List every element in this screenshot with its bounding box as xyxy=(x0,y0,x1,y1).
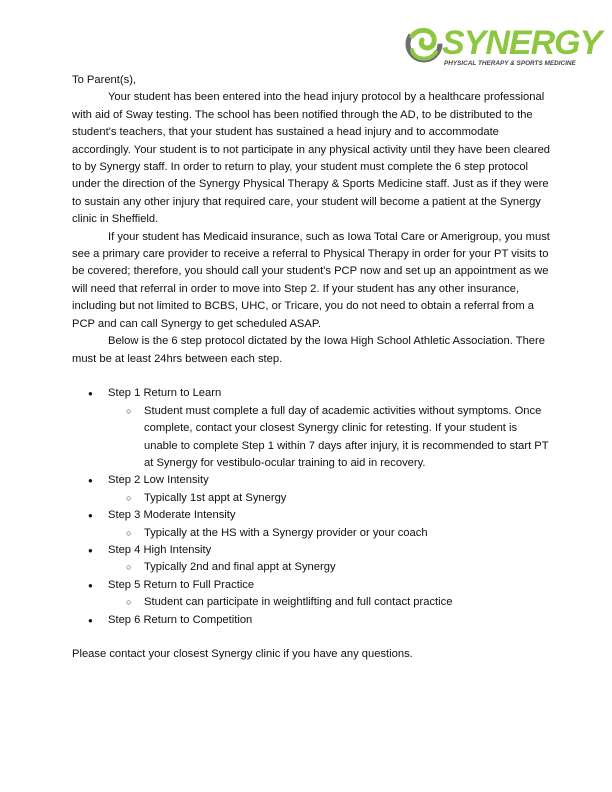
step-detail: ○ Student must complete a full day of academic activities without symptoms. Once complete, contact your closest Synergy clinic for retesting. If your student is unable to complete Step 1 within 7 days after injury, it is recommended to start PT at Synergy for vestibulo-ocular training to aid in recovery. xyxy=(108,403,552,473)
closing-line: Please contact your closest Synergy clinic if you have any questions. xyxy=(72,648,413,661)
greeting: To Parent(s), xyxy=(72,74,137,86)
step-label: Step 5 Return to Full Practice xyxy=(108,578,255,591)
list-item xyxy=(72,542,552,577)
paragraph-intro: Your student has been entered into the head injury protocol by a healthcare professional with aid of Sway testing. The school has been notified through the AD, to be distributed to the student's teachers, that your student has sustained a head injury and to accommodate accordingly. Your student is to not participate in any physical activity until they have been cleared to by Synergy staff. In order to return to play, your student must complete the 6 step protocol under the direction of the Synergy Physical Therapy & Sports Medicine staff. Just as if they were to sustain any other injury that required care, your student will become a patient at the Synergy clinic in Sheffield. xyxy=(72,91,551,226)
letter-body xyxy=(72,72,552,664)
paragraph-insurance: If your student has Medicaid insurance, such as Iowa Total Care or Amerigroup, you must see a primary care provider to receive a referral to Physical Therapy in order for your PT visits to be covered; therefore, you should call your student's PCP now and set up an appointment as we will need that referral in order to move into Step 2. If your student has any other insurance, including but not limited to BCBS, UHC, or Tricare, you do not need to obtain a referral from a PCP and can call Synergy to get scheduled ASAP. xyxy=(72,230,550,330)
step-label: Step 6 Return to Competition xyxy=(108,613,253,626)
step-detail: ○ Typically 2nd and final appt at Synergy xyxy=(108,559,552,576)
paragraph-protocol: Below is the 6 step protocol dictated by the Iowa High School Athletic Association. There must be at least 24hrs between each step. xyxy=(72,335,545,365)
logo-tagline: PHYSICAL THERAPY & SPORTS MEDICINE xyxy=(444,60,576,67)
step-detail: ○ Typically at the HS with a Synergy provider or your coach xyxy=(108,525,552,542)
list-item xyxy=(72,577,552,612)
protocol-steps-list xyxy=(72,385,552,629)
list-item xyxy=(72,507,552,542)
step-label: Step 2 Low Intensity xyxy=(108,474,209,487)
list-item xyxy=(72,472,552,507)
logo-name: SYNERGY xyxy=(442,24,602,62)
step-label: Step 1 Return to Learn xyxy=(108,387,222,400)
synergy-logo xyxy=(404,22,602,72)
list-item xyxy=(72,612,552,629)
step-label: Step 3 Moderate Intensity xyxy=(108,509,236,522)
step-detail: ○ Typically 1st appt at Synergy xyxy=(108,490,552,507)
swirl-logo-icon xyxy=(404,22,444,68)
step-label: Step 4 High Intensity xyxy=(108,543,212,556)
step-detail: ○ Student can participate in weightlifting and full contact practice xyxy=(108,594,552,611)
list-item xyxy=(72,385,552,472)
